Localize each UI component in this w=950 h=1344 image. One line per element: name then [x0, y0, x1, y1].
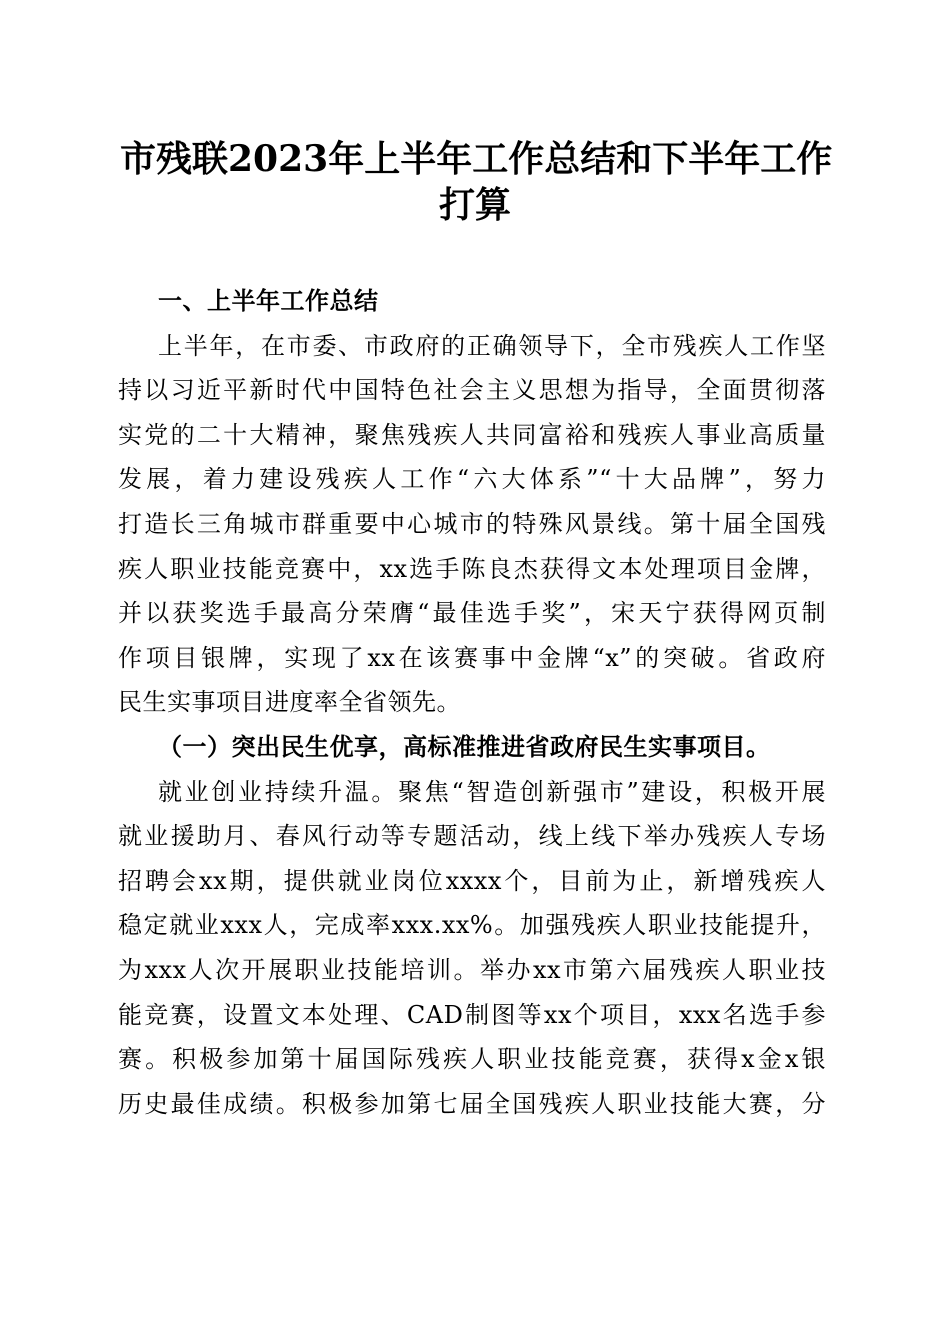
paragraph-line: 历史最佳成绩。积极参加第七届全国残疾人职业技能大赛，分 [118, 1089, 826, 1118]
paragraph-line: 招聘会xx期，提供就业岗位xxxx个，目前为止，新增残疾人 [118, 866, 826, 895]
subsection-heading: （一）突出民生优享，高标准推进省政府民生实事项目。 [158, 731, 771, 761]
paragraph-line: 疾人职业技能竞赛中，xx选手陈良杰获得文本处理项目金牌， [118, 554, 826, 583]
paragraph-line: 持以习近平新时代中国特色社会主义思想为指导，全面贯彻落 [118, 376, 826, 405]
document-title [120, 136, 833, 228]
section-heading: 一、上半年工作总结 [158, 287, 379, 315]
title-line-1: 市残联2023年上半年工作总结和下半年工作 [120, 138, 833, 180]
paragraph-line: 并以获奖选手最高分荣膺“最佳选手奖”，宋天宁获得网页制 [118, 599, 826, 628]
paragraph-line: 就业创业持续升温。聚焦“智造创新强市”建设，积极开展 [158, 777, 826, 806]
paragraph-line: 能竞赛，设置文本处理、CAD制图等xx个项目，xxx名选手参 [118, 1000, 826, 1029]
paragraph-line: 为xxx人次开展职业技能培训。举办xx市第六届残疾人职业技 [118, 955, 826, 984]
paragraph-line: 民生实事项目进度率全省领先。 [118, 688, 461, 717]
paragraph-line: 打造长三角城市群重要中心城市的特殊风景线。第十届全国残 [118, 509, 826, 538]
paragraph-line: 赛。积极参加第十届国际残疾人职业技能竞赛，获得x金x银 [118, 1045, 826, 1074]
paragraph-line: 上半年，在市委、市政府的正确领导下，全市残疾人工作坚 [158, 331, 826, 360]
paragraph-line: 作项目银牌，实现了xx在该赛事中金牌“x”的突破。省政府 [118, 643, 826, 672]
paragraph-line: 实党的二十大精神，聚焦残疾人共同富裕和残疾人事业高质量 [118, 420, 826, 449]
paragraph-line: 稳定就业xxx人，完成率xxx.xx%。加强残疾人职业技能提升， [118, 911, 826, 940]
paragraph-line: 发展，着力建设残疾人工作“六大体系”“十大品牌”，努力 [118, 465, 826, 494]
title-line-2: 打算 [438, 184, 511, 226]
paragraph-line: 就业援助月、春风行动等专题活动，线上线下举办残疾人专场 [118, 822, 826, 851]
paragraph-2 [118, 770, 826, 1127]
document-body [118, 279, 826, 1126]
paragraph-1 [118, 324, 826, 725]
